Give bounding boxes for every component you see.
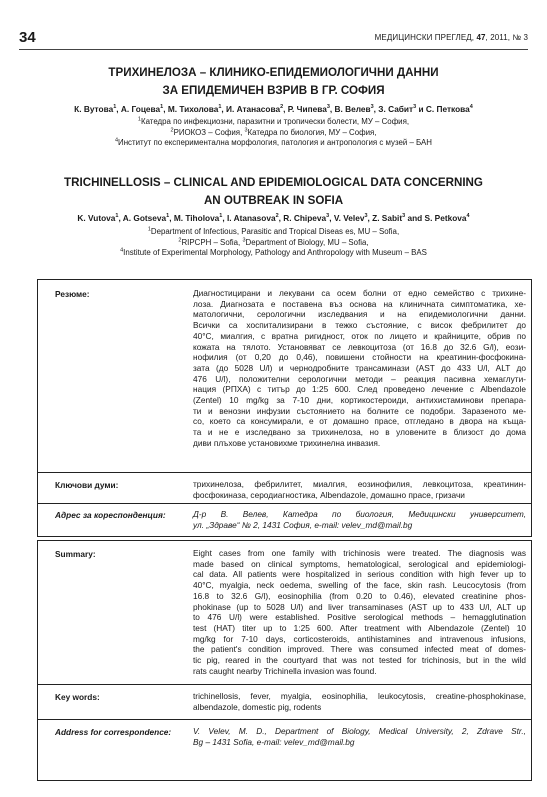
affiliation-mark: 4 xyxy=(120,247,124,254)
author-name: Р. Чипева xyxy=(287,104,327,114)
affiliation-mark: 1 xyxy=(137,116,141,123)
bg-abstract-label: Резюме: xyxy=(55,289,90,299)
text-line: (Zentel) 10 mg/kg за 7-10 дни, кортикостероиди, антихистаминови препара- xyxy=(193,395,526,406)
en-summary-text xyxy=(193,548,526,676)
affiliation-line xyxy=(19,138,528,149)
author-affiliation-mark: 1 xyxy=(218,104,222,111)
text-line: фосфокиназа, серодиагностика, Albendazole, домашно прасе, гризачи xyxy=(193,489,465,500)
en-keywords-label: Key words: xyxy=(55,692,100,702)
text-line: 16.8 to 32.6 G/l), eosinophilia (from 0.20 to 0.46), elevated creatinine phos- xyxy=(193,590,526,601)
affiliation-mark: 1 xyxy=(147,226,151,233)
author-name: И. Атанасова xyxy=(226,104,281,114)
en-divider-2 xyxy=(38,719,531,720)
author-affiliation-mark: 3 xyxy=(326,213,330,220)
bg-correspondence-text xyxy=(193,509,526,530)
bg-title-line-2: ЗА ЕПИДЕМИЧЕН ВЗРИВ В ГР. СОФИЯ xyxy=(162,84,385,97)
text-line: нация (РПХА) с титър до 1:25 600. След проведено лечение с Albendazole xyxy=(193,384,526,395)
author-affiliation-mark: 3 xyxy=(413,104,417,111)
author-name: S. Petkova xyxy=(424,213,467,223)
text-line: made based on clinical symptoms, hematological, serological and epidemiologi- xyxy=(193,558,526,569)
author-affiliation-mark: 1 xyxy=(113,104,117,111)
affiliation-line xyxy=(19,238,528,249)
author-affiliation-mark: 3 xyxy=(370,104,374,111)
text-line: test (HAT) titer up to 1:25 600. After treatment with Albendazole (Zentel) 10 xyxy=(193,622,526,633)
page-number: 34 xyxy=(19,29,36,46)
en-title-line-1: TRICHINELLOSIS – CLINICAL AND EPIDEMIOLOGICAL DATA CONCERNING xyxy=(64,176,483,189)
text-line: cal data. All patients were hospitalized in serious condition with high fever up to xyxy=(193,569,526,580)
text-line: albendazole, domestic pig, rodents xyxy=(193,701,322,712)
author-affiliation-mark: 2 xyxy=(280,104,284,111)
bg-title-line-1: ТРИХИНЕЛОЗА – КЛИНИКО-ЕПИДЕМИОЛОГИЧНИ ДАННИ xyxy=(108,66,439,79)
author-name: С. Петкова xyxy=(425,104,470,114)
running-head xyxy=(375,33,528,42)
author-affiliation-mark: 2 xyxy=(275,213,279,220)
author-affiliation-mark: 1 xyxy=(160,104,164,111)
text-line: tic pig, reared in the courtyard that was not tested for trichinosis, but in the wild xyxy=(193,655,526,666)
text-line: 476 U/l), положителни серологични методи – реакция пасивна хемаглути- xyxy=(193,373,526,384)
author-name: М. Тихолова xyxy=(167,104,219,114)
author-affiliation-mark: 3 xyxy=(326,104,330,111)
author-name: А. Гоцева xyxy=(120,104,161,114)
bg-affiliations xyxy=(19,117,528,149)
text-line: the patient's condition improved. There was consumed infected meat of domes- xyxy=(193,644,526,655)
text-line: Bg – 1431 Sofia, e-mail: velev_md@mail.bg xyxy=(193,736,355,747)
author-name: К. Вутова xyxy=(74,104,114,114)
author-affiliation-mark: 4 xyxy=(466,213,470,220)
text-line: Диагностицирани и лекувани са осем болни от едно семейство с трихине- xyxy=(193,288,526,298)
en-correspondence-label: Address for correspondence: xyxy=(55,727,172,737)
bg-keywords-text xyxy=(193,479,526,500)
affiliation-text: Катедра по биология, МУ – София, xyxy=(247,127,377,137)
text-line: диви плъхове установихме трихинелна инвазия. xyxy=(193,437,381,448)
text-line: 40°C, myalgia, neck oedema, swelling of the face, skin rash. Leucocytosis (from xyxy=(193,580,526,591)
text-line: кожата на тялото. Установяват се левкоцитоза (от 16.8 до 32.6 G/l), еози- xyxy=(193,341,526,352)
author-name: M. Tiholova xyxy=(173,213,220,223)
text-line: ул. „Здраве“ № 2, 1431 София, e-mail: velev_md@mail.bg xyxy=(193,519,413,530)
en-affiliations xyxy=(19,227,528,259)
en-correspondence-text xyxy=(193,726,526,747)
text-line: нофилия (от 0,20 до 0,46), повишени стойности на креатинин-фосфокина- xyxy=(193,352,526,363)
bg-keywords-label: Ключови думи: xyxy=(55,480,119,490)
en-title-line-2: AN OUTBREAK IN SOFIA xyxy=(203,194,344,207)
journal-year-issue: , 2011, № 3 xyxy=(485,33,528,42)
affiliation-line xyxy=(19,227,528,238)
header-rule xyxy=(19,49,528,50)
affiliation-line xyxy=(19,117,528,128)
text-line: та и не е изследвано за трихинелоза, но в уловените в близост до дома xyxy=(193,427,526,438)
text-line: V. Velev, M. D., Department of Biology, Medical University, 2, Zdrave Str., xyxy=(193,726,526,736)
author-name: Z. Sabit xyxy=(372,213,403,223)
author-affiliation-mark: 1 xyxy=(166,213,170,220)
en-title xyxy=(19,174,528,210)
bg-title xyxy=(19,64,528,100)
affiliation-line xyxy=(19,248,528,259)
author-name: R. Chipeva xyxy=(283,213,327,223)
text-line: 40°С, миалгия, с вратна ригидност, оток по лицето и крайниците, обрив по xyxy=(193,330,526,341)
affiliation-mark: 3 xyxy=(242,236,246,243)
affiliation-mark: 2 xyxy=(178,236,182,243)
author-name: I. Atanasova xyxy=(226,213,276,223)
bg-divider-1 xyxy=(38,472,531,473)
text-line: со, което са консумирали, е от домашно прасе, отгледано в двора на къща- xyxy=(193,416,526,427)
text-line: матологични, серологични изследвания и на епидемиологични данни. xyxy=(193,309,526,320)
author-name: A. Gotseva xyxy=(122,213,167,223)
text-line: phokinase (up to 5028 U/l) and liver transaminases (AST up to 433 U/l, ALT up xyxy=(193,601,526,612)
affiliation-mark: 2 xyxy=(170,126,174,133)
affiliation-text: RIPCPH – Sofia, xyxy=(181,237,243,247)
author-affiliation-mark: 3 xyxy=(402,213,406,220)
text-line: mg/kg for 7-10 days, corticosteroids, antihistamines and intravenous infusions, xyxy=(193,633,526,644)
text-line: rats caught nearby Trichinella invasion was found. xyxy=(193,665,377,676)
affiliation-text: РИОКОЗ – София, xyxy=(173,127,245,137)
affiliation-text: Department of Biology, MU – Sofia, xyxy=(245,237,369,247)
affiliation-mark: 3 xyxy=(244,126,248,133)
affiliation-text: Катедра по инфекциозни, паразитни и тропически болести, МУ – София, xyxy=(140,117,410,126)
author-affiliation-mark: 4 xyxy=(469,104,473,111)
affiliation-text: Institute of Experimental Morphology, Pathology and Anthropology with Museum – BAS xyxy=(123,248,427,257)
bg-abstract-box xyxy=(37,279,532,537)
affiliation-text: Department of Infectious, Parasitic and Tropical Diseas es, MU – Sofia, xyxy=(150,227,400,236)
en-summary-label: Summary: xyxy=(55,549,96,559)
affiliation-mark: 4 xyxy=(114,137,119,144)
author-name: В. Велев xyxy=(334,104,371,114)
author-affiliation-mark: 1 xyxy=(219,213,223,220)
text-line: трихинелоза, фебрилитет, миалгия, еозинофилия, левкоцитоза, креатинин- xyxy=(193,479,526,489)
bg-divider-2 xyxy=(38,503,531,504)
author-name: З. Сабит xyxy=(378,104,414,114)
author-name: V. Velev xyxy=(333,213,365,223)
text-line: trichinellosis, fever, myalgia, eosinophilia, leukocytosis, creatine-phosphokinase, xyxy=(193,691,526,701)
text-line: Всички са хоспитализирани в тежко състояние, с висок фебрилитет до xyxy=(193,320,526,331)
en-authors: K. Vutova$^1$, A. Gotseva$^1$, M. Tiholova$^1$, I. Atanasova$^2$, R. Chipeva$^3$, V. Velev$^3$, Z. Sabit$^3$ and S. Petkova$^4$ xyxy=(77,213,470,223)
text-line: Д-р В. Велев, Катедра по биология, Медицински университет, xyxy=(193,509,526,519)
journal-volume: 47 xyxy=(476,33,486,42)
text-line: Eight cases from one family with trichinosis were treated. The diagnosis was xyxy=(193,548,526,558)
en-divider-1 xyxy=(38,684,531,685)
author-affiliation-mark: 3 xyxy=(364,213,368,220)
journal-name: МЕДИЦИНСКИ ПРЕГЛЕД, xyxy=(374,33,477,42)
en-keywords-text xyxy=(193,691,526,712)
text-line: ти и венозни инфузии състоянието на болните се подобри. Заразеното ме- xyxy=(193,405,526,416)
affiliation-text: Институт по експериментална морфология, патология и антропология с музей – БАН xyxy=(118,138,433,147)
text-line: зата (до 5028 U/l) и чернодробните трансаминази (AST до 433 U/l, ALT до xyxy=(193,362,526,373)
text-line: to 476 U/l) were established. Positive serological methods – hemagglutination xyxy=(193,612,526,623)
bg-correspondence-label: Адрес за кореспонденция: xyxy=(55,510,166,520)
bg-abstract-text xyxy=(193,288,526,449)
en-summary-box xyxy=(37,540,532,781)
author-name: K. Vutova xyxy=(77,213,116,223)
affiliation-line xyxy=(19,128,528,139)
text-line: лоза. Диагнозата е поставена въз основа на клиничната симптоматика, хе- xyxy=(193,298,526,309)
author-affiliation-mark: 1 xyxy=(115,213,119,220)
bg-authors: К. Вутова$^1$, А. Гоцева$^1$, М. Тихолова$^1$, И. Атанасова$^2$, Р. Чипева$^3$, В. Велев$^3$, З. Сабит$^3$ и С. Петкова$^4$ xyxy=(74,104,473,114)
